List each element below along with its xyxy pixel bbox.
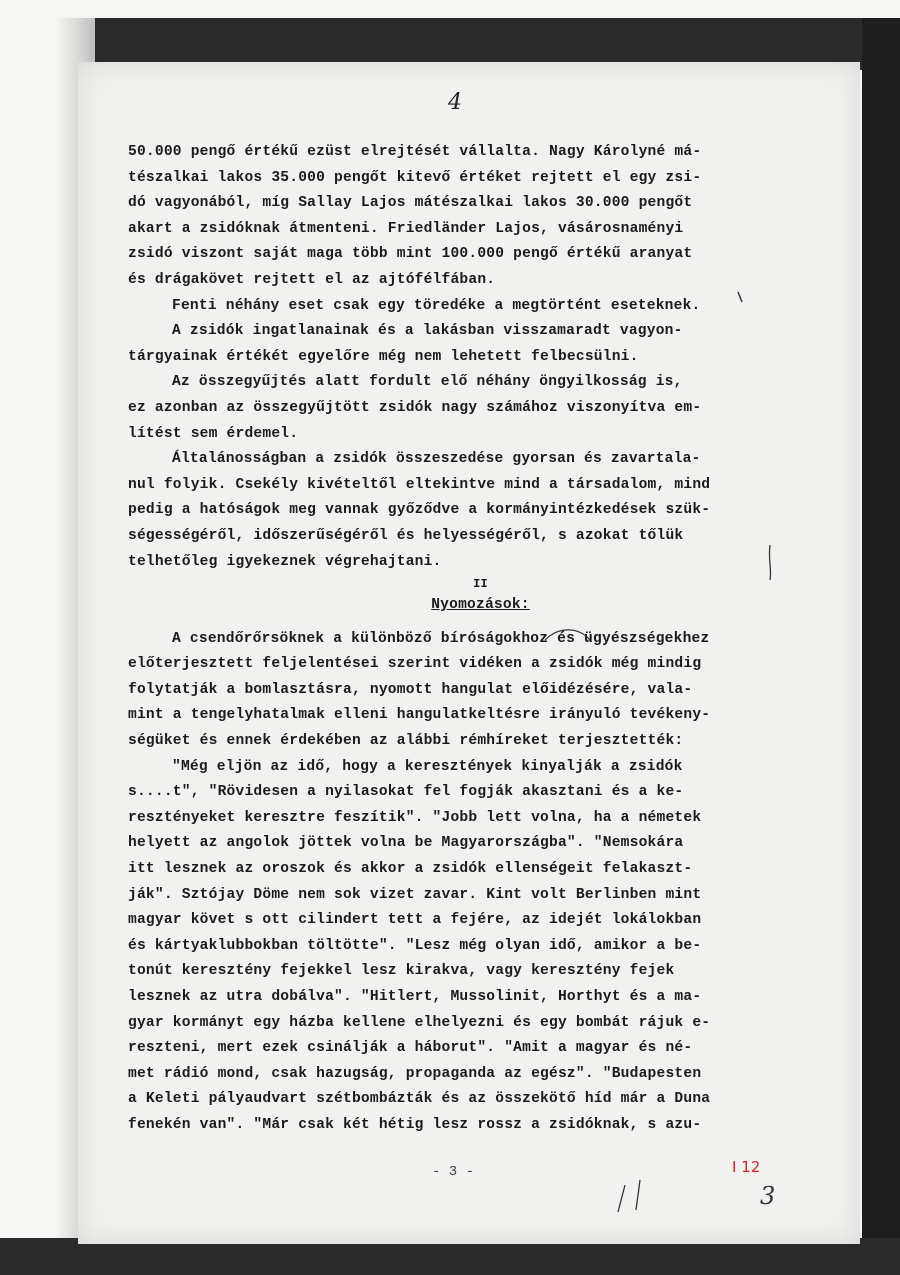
pen-mark	[618, 1185, 625, 1212]
text-line: magyar követ s ott cilindert tett a fejére, az idejét lokálokban	[128, 912, 702, 929]
text-line: Az összegyűjtés alatt fordult elő néhány öngyilkosság is,	[172, 374, 683, 391]
text-line: A csendőrőrsöknek a különböző bíróságokhoz és ügyészségekhez	[172, 630, 710, 647]
text-line: lítést sem érdemel.	[128, 425, 299, 442]
text-line: telhetőleg igyekeznek végrehajtani.	[128, 553, 442, 570]
text-line: ják". Sztójay Döme nem sok vizet zavar. Kint volt Berlinben mint	[128, 886, 702, 903]
archive-stamp: I 12	[732, 1158, 761, 1176]
text-line: s....t", "Rövidesen a nyilasokat fel fogják akasztani és a ke-	[128, 784, 684, 801]
text-line: tárgyainak értékét egyelőre még nem lehetett felbecsülni.	[128, 348, 639, 365]
text-line: Általánosságban a zsidók összeszedése gyorsan és zavartala-	[172, 451, 701, 468]
archive-page-number: 3	[760, 1182, 776, 1210]
text-line: tonút keresztény fejekkel lesz kirakva, vagy keresztény fejek	[128, 963, 675, 980]
text-line: ez azonban az összegyűjtött zsidók nagy számához viszonyítva em-	[128, 399, 702, 416]
text-line: "Még eljön az idő, hogy a keresztények kinyalják a zsidók	[172, 758, 683, 775]
text-line: lesznek az utra dobálva". "Hitlert, Mussolinit, Horthyt és a ma-	[128, 989, 702, 1005]
text-line: és kártyaklubbokban töltötte". "Lesz még olyan idő, amikor a be-	[128, 937, 702, 954]
text-line: és drágakövet rejtett el az ajtófélfában.	[128, 271, 496, 288]
text-line: resztényeket keresztre feszítik". "Jobb lett volna, ha a németek	[128, 809, 702, 826]
text-line: dó vagyonából, míg Sallay Lajos mátészalkai lakos 30.000 pengőt	[128, 195, 693, 212]
text-line: a Keleti pályaudvart szétbombázták és az összekötő híd már a Duna	[128, 1091, 711, 1108]
text-line: nul folyik. Csekély kivételtől eltekintve mind a társadalom, mind	[128, 476, 711, 493]
pen-mark	[636, 1180, 640, 1210]
text-line: helyett az angolok jöttek volna be Magyarországba". "Nemsokára	[128, 835, 684, 852]
text-line: gyar kormányt egy házba kellene elhelyezni és egy bombát rájuk e-	[128, 1014, 711, 1031]
pen-mark	[769, 545, 770, 580]
pen-mark	[738, 292, 742, 302]
text-line: mint a tengelyhatalmak elleni hangulatkeltésre irányuló tevékeny-	[128, 707, 711, 724]
text-line: pedig a hatóságok meg vannak győződve a kormányintézkedések szük-	[128, 502, 711, 519]
text-line: zsidó viszont saját maga több mint 100.000 pengő értékű aranyat	[128, 246, 693, 263]
text-line: tészalkai lakos 35.000 pengőt kitevő értéket rejtett el egy zsi-	[128, 169, 702, 186]
section-heading-text: Nyomozások:	[431, 597, 530, 614]
text-line: Fenti néhány eset csak egy töredéke a megtörtént eseteknek.	[172, 297, 701, 314]
text-line: itt lesznek az oroszok és akkor a zsidók ellenségeit felakaszt-	[128, 861, 693, 878]
section-numeral: II	[473, 577, 488, 592]
text-line: folytatják a bomlasztásra, nyomott hangulat előidézésére, vala-	[128, 681, 693, 698]
text-line: A zsidók ingatlanainak és a lakásban visszamaradt vagyon-	[172, 323, 683, 340]
pen-mark	[545, 630, 590, 640]
text-line: met rádió mond, csak hazugság, propaganda az egész". "Budapesten	[128, 1065, 702, 1082]
text-line: 50.000 pengő értékű ezüst elrejtését vállalta. Nagy Károlyné má-	[128, 144, 702, 160]
page-footer-mark: - 3 -	[432, 1164, 475, 1180]
text-line: előterjesztett feljelentései szerint vidéken a zsidók még mindig	[128, 656, 702, 673]
text-line: ségességéről, időszerűségéről és helyességéről, s azokat tőlük	[128, 527, 684, 544]
handwritten-page-number: 4	[448, 90, 462, 115]
text-line: reszteni, mert ezek csinálják a háborut". "Amit a magyar és né-	[128, 1040, 693, 1057]
text-line: ségüket és ennek érdekében az alábbi rémhíreket terjesztették:	[128, 733, 684, 750]
text-line: fenekén van". "Már csak két hétig lesz rossz a zsidóknak, s azu-	[128, 1116, 702, 1133]
text-line: akart a zsidóknak átmenteni. Friedländer Lajos, vásárosnaményi	[128, 220, 684, 237]
